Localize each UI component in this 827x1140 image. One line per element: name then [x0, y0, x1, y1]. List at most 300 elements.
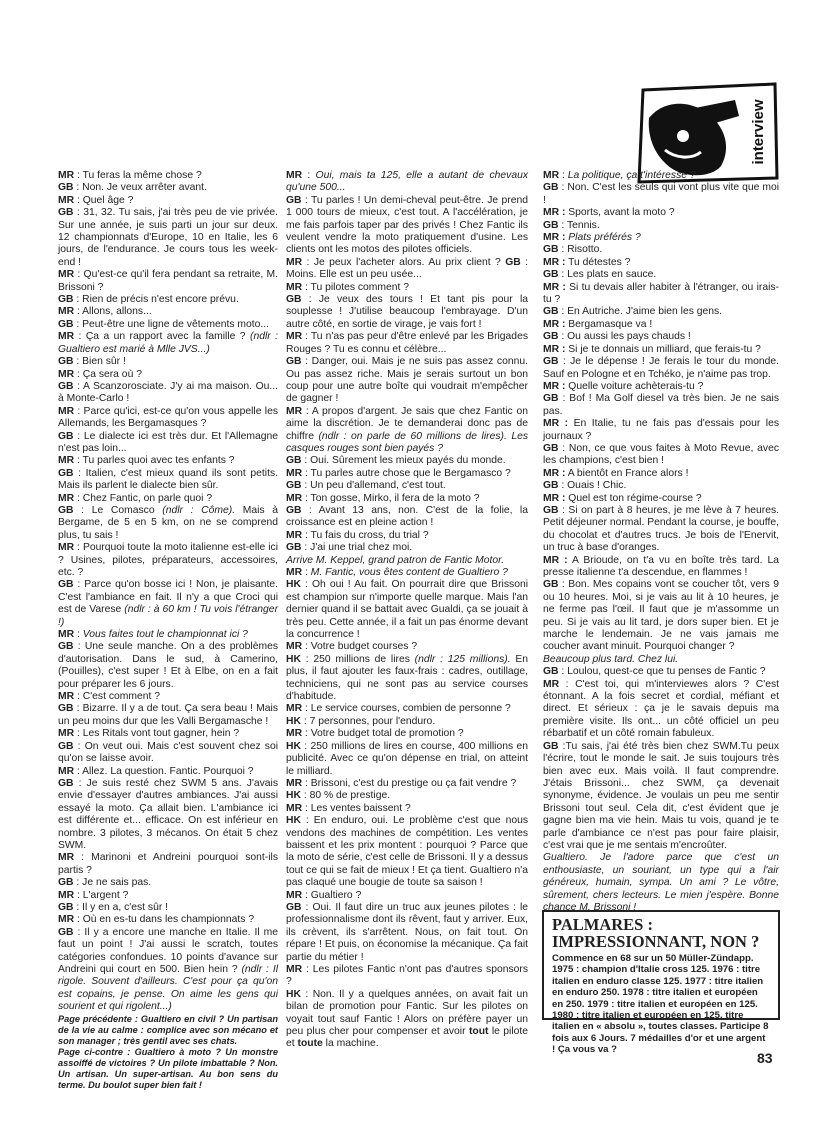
dialogue-line	[543, 282, 779, 307]
dialogue-line: MR : Je peux l'acheter alors. Au prix client ? GB : Moins. Elle est un peu usée...	[286, 256, 529, 281]
speaker: GB	[58, 579, 74, 591]
speaker: GB	[543, 182, 559, 194]
dialogue-line: MR : Tu parles quoi avec tes enfants ?	[58, 455, 235, 467]
dialogue-line: HK : 250 millions de lires (ndlr : 125 millions). En plus, il faut ajouter les faux-frais : cadres, outillage, techniciens, qui ne sont pas au service courses d'habitude.	[286, 653, 528, 703]
line-note: (ndlr : Côme).	[162, 504, 236, 516]
dialogue-line: MR : Les ventes baissent ?	[286, 802, 411, 814]
dialogue-line: MR : Tu parles autre chose que le Bergamasco ?	[286, 467, 511, 479]
line-text: Bizarre. Il y a de tout. Ça sera beau ! Mais un peu moins dur que les Valli Bergamasche !	[58, 703, 278, 727]
speaker: HK	[286, 988, 301, 1000]
line-note: M. Fantic, vous êtes content de Gualtiero ?	[310, 567, 508, 578]
speaker: MR :	[543, 281, 566, 293]
dialogue-line: MR : C'est toi, qui m'interviewes alors ? C'est étonnant. A la fois secret et cordial, méfiant et direct. Et sérieux : ça je le savais depuis ma première visite. Ils ont... un côté officiel un peu rébarbatif et un côté romain fabuleux.	[543, 678, 779, 740]
line-text: Les Ritals vont tout gagner, hein ?	[82, 728, 240, 740]
line-text: Chez Fantic, on parle quoi ?	[82, 492, 213, 504]
line-text: En Italie, tu ne fais pas d'essais pour les journaux ?	[543, 418, 780, 442]
dialogue-line	[543, 207, 779, 219]
line-text: Non. C'est les seuls qui vont plus vite que moi !	[543, 182, 779, 206]
dialogue-line: GB : Danger, oui. Mais je ne suis pas assez connu. Ou pas assez riche. Mais je serais surtout un bon coup pour une autre boîte qui voudrait m'empêcher de gagner !	[286, 356, 528, 405]
speaker: MR	[58, 542, 75, 554]
dialogue-line: MR : Vous faites tout le championnat ici ?	[58, 629, 248, 641]
speaker: MR	[286, 641, 303, 653]
speaker: MR	[543, 678, 560, 690]
line-note: Oui, mais ta 125, elle a autant de chevaux qu'une 500...	[286, 170, 528, 194]
speaker: GB	[286, 455, 302, 467]
line-text: Tu parles ! Un demi-cheval peut-être. Je prend 1 000 tours de mieux, c'est tout. A l'accélération, je me fais parfois taper par des privés ! Chez Fantic ils veulent vendre la moto pratiquement d'usine. Les clients ont les motos des pilotes officiels.	[286, 194, 528, 256]
line-text: Oui. Il faut dire un truc aux jeunes pilotes : le professionnalisme dont ils rêvent, faut y arriver. Eux, ils crèvent, ils s'arrêtent. Nous, on fait tout. On répare ! Et puis, on économise la mécanique. Ça fait partie du métier !	[286, 901, 528, 963]
speaker: MR	[58, 852, 75, 864]
speaker: GB	[58, 294, 74, 306]
dialogue-line: GB : Une seule manche. On a des problèmes d'autorisation. Dans le sud, à Camerino, (Pouilles), c'est super ! Et à Elbe, on en a fait pour préparer les 6 jours.	[58, 641, 278, 690]
speaker: MR	[58, 306, 75, 318]
line-text: Ton gosse, Mirko, il fera de la moto ?	[310, 492, 480, 504]
speaker: GB	[543, 442, 559, 454]
speaker: MR	[58, 405, 75, 417]
dialogue-line: GB : Un peu d'allemand, c'est tout.	[286, 480, 446, 492]
line-text: Un peu d'allemand, c'est tout.	[310, 480, 446, 492]
dialogue-line: HK : 80 % de prestige.	[286, 790, 391, 802]
speaker: GB	[543, 306, 559, 318]
speaker: MR	[286, 281, 303, 293]
speaker: MR :	[543, 492, 566, 504]
speaker: MR	[286, 889, 303, 901]
speaker: MR	[286, 256, 303, 268]
speaker: MR	[58, 368, 75, 380]
speaker: GB	[58, 356, 74, 368]
line-text: la machine.	[325, 1038, 379, 1050]
line-text: 7 personnes, pour l'enduro.	[309, 715, 436, 727]
dialogue-line: GB : Je le dépense ! Je ferais le tour du monde. Sauf en Pologne et en Tchéko, je n'aime pas trop.	[543, 356, 779, 380]
line-note: (ndlr : Gualtiero est marié à Mlle JVS...)	[58, 331, 279, 355]
speaker: GB	[543, 480, 559, 492]
dialogue-line: MR : Brissoni, c'est du prestige ou ça fait vendre ?	[286, 777, 517, 789]
dialogue-line: GB : Bof ! Ma Golf diesel va très bien. Je ne sais pas.	[543, 393, 779, 417]
dialogue-line	[543, 319, 779, 331]
speaker: GB	[543, 269, 559, 281]
line-text: Bon. Mes copains vont se coucher tôt, vers 9 ou 10 heures. Moi, si je vais au lit à 10 heures, je ne ferme pas l'œil. Il faut que je m'assomme un peu. Si je vais au lit tard, je dors super bien. Et je marche le lendemain. Je ne vais jamais me coucher avant minuit. Pourquoi changer ?	[543, 579, 780, 653]
line-text: 250 millions de lires en course, 400 millions en publicité. Avec ce qu'on dépense en trial, on atteint le milliard.	[286, 740, 528, 777]
speaker: HK	[286, 815, 301, 827]
speaker: MR :	[543, 380, 566, 392]
speaker: HK	[286, 715, 301, 727]
dialogue-line: MR : Parce qu'ici, est-ce qu'on vous appelle les Allemands, les Bergamasques ?	[58, 405, 278, 430]
line-text: Tu fais du cross, du trial ?	[310, 529, 429, 541]
speaker: GB	[58, 641, 74, 653]
speaker: MR	[58, 455, 75, 467]
line-text: C'est comment ?	[82, 691, 160, 703]
dialogue-line: HK : Oh oui ! Au fait. On pourrait dire que Brissoni est champion sur n'importe quelle marque. Mais l'an dernier quand il se battait avec Gualdi, ça se jouait à très peu. Cette année, il a fait un pas énorme devant la concurrence !	[286, 579, 528, 641]
dialogue-line	[543, 344, 779, 356]
dialogue-line: GB : Peut-être une ligne de vêtements moto...	[58, 318, 270, 330]
line-text: On veut oui. Mais c'est souvent chez soi qu'on se laisse avoir.	[58, 740, 279, 765]
speaker: MR	[286, 802, 303, 814]
dialogue-line: GB : Tennis.	[543, 219, 600, 231]
line-text: Quel âge ?	[82, 194, 134, 206]
dialogue-line: GB : Ouais ! Chic.	[543, 480, 627, 492]
line-text: Si tu devais aller habiter à l'étranger, ou irais-tu ?	[543, 281, 779, 306]
speaker: MR	[286, 331, 303, 343]
speaker: GB	[286, 504, 302, 516]
speaker: MR :	[543, 207, 566, 219]
page-number: 83	[757, 1050, 773, 1066]
line-text: Tennis.	[566, 219, 600, 231]
line-text: Mais à Bergame, de 5 en 5 km, on ne se comprend plus, tu sais !	[58, 504, 279, 541]
line-text: L'argent ?	[82, 889, 129, 901]
speaker: GB	[58, 777, 74, 789]
dialogue-line: MR : Marinoni et Andreini pourquoi sont-ils partis ?	[58, 852, 278, 876]
dialogue-line: MR : Oui, mais ta 125, elle a autant de chevaux qu'une 500...	[286, 170, 528, 194]
column-1	[58, 170, 278, 1091]
narration-text: Beaucoup plus tard. Chez lui.	[543, 653, 679, 665]
palmares-body: Commence en 68 sur un 50 Müller-Zündapp. 1975 : champion d'Italie cross 125. 1976 : titre italien en enduro classe 125. 1977 : titre italien en enduro 250. 1978 : titre italien et européen en 250. 1979 : titre italien et européen en 125. 1980 : titre italien et européen en 125, titre italien en « absolu », toutes classes. Participe 8 fois aux 6 Jours. 7 médailles d'or et une argent ! Ça vous va ?	[552, 953, 769, 1056]
line-text: Peut-être une ligne de vêtements moto...	[82, 318, 270, 330]
line-text: 250 millions de lires	[313, 653, 410, 665]
palmares-title: PALMARES : IMPRESSIONNANT, NON ?	[552, 915, 760, 951]
speaker: MR :	[543, 467, 566, 479]
line-text: Parce qu'on bosse ici ! Non, je plaisante. C'est l'ambiance en fait. Il n'y a que Croci qui est de Varese	[58, 579, 279, 616]
dialogue-line: GB : Oui. Il faut dire un truc aux jeunes pilotes : le professionnalisme dont ils rêvent, faut y arriver. Eux, ils crèvent, ils s'arrêtent. Nous, on fait tout. On répare ! Et puis, on économise la mécanique. Ça fait partie du métier !	[286, 901, 528, 963]
dialogue-line: MR : Les pilotes Fantic n'ont pas d'autres sponsors ?	[286, 964, 528, 988]
dialogue-line	[543, 555, 779, 580]
line-text: Les plats en sauce.	[567, 269, 657, 281]
speaker: MR	[286, 777, 303, 789]
palmares-box	[542, 910, 780, 1056]
line-text: Ça a un rapport avec la famille ?	[85, 331, 246, 343]
speaker: GB	[543, 666, 559, 678]
line-text: Qu'est-ce qu'il fera pendant sa retraite, M. Brissoni ?	[58, 269, 278, 293]
dialogue-line: GB : Le dialecte ici est très dur. Et l'Allemagne n'est pas loin...	[58, 430, 278, 454]
dialogue-line: GB : Risotto.	[543, 244, 603, 256]
dialogue-line: MR : L'argent ?	[58, 889, 129, 901]
speaker: GB	[543, 356, 559, 368]
line-text: Tu n'as pas peur d'être enlevé par les Brigades Rouges ? Tu es connu et célèbre...	[286, 331, 528, 355]
speaker: GB	[286, 901, 302, 913]
dialogue-line: GB : 31, 32. Tu sais, j'ai très peu de vie privée. Sur une année, je suis parti un jour sur deux. 12 championnats d'Europe, 10 en Italie, les 6 jours, de l'endurance. Je cours tous les week-end !	[58, 207, 278, 268]
speaker: MR :	[543, 554, 568, 566]
dialogue-line: GB : Les plats en sauce.	[543, 269, 657, 281]
dialogue-line: MR : Tu pilotes comment ?	[286, 281, 410, 293]
dialogue-line: GB : Italien, c'est mieux quand ils sont petits. Mais ils parlent le dialecte bien sûr.	[58, 467, 279, 492]
speaker: MR	[58, 331, 75, 343]
line-text: Non. Je veux arrêter avant.	[82, 182, 207, 194]
line-text: Je le dépense ! Je ferais le tour du monde. Sauf en Pologne et en Tchéko, je n'aime pas trop.	[543, 356, 779, 380]
speaker: MR	[58, 691, 75, 703]
line-note: (ndlr : Il rigole. Souvent d'ailleurs. C'est pour ça qu'on est copains, je pense. On aime les gens qui sourient et qui rigolent...)	[58, 964, 278, 1013]
speaker: GB	[286, 542, 302, 554]
speaker: GB	[505, 256, 521, 268]
line-text: Je veux des tours ! Et tant pis pour la souplesse ! J'utilise beaucoup l'embrayage. D'un autre côté, en sortie de virage, je vais fort !	[286, 294, 529, 330]
line-text: Tu sais, j'ai été très bien chez SWM.Tu peux l'écrire, tout le monde le sait. Je suis toujours très bien avec eux. Mais voilà. Il faut comprendre. J'étais Brissoni... chez SWM, ça devenait synonyme, évidence. Je voulais un peu me sentir Brissoni tout seul. Cela dit, c'est évident que je gagne bien ma vie hein. Mais tu vois, quand je te parle d'ambiance ce n'est pas pour faire plaisir, c'est vrai que je me sentais m'encroûter.	[543, 740, 779, 851]
dialogue-line: GB : Parce qu'on bosse ici ! Non, je plaisante. C'est l'ambiance en fait. Il n'y a que Croci qui est de Varese (ndlr : à 60 km ! Tu vois l'étranger !)	[58, 579, 279, 628]
speaker: GB	[58, 182, 74, 194]
line-text: En plus, il faut ajouter les faux-frais : cadres, outillage, techniciens, qui ne sont pas au service courses d'habitude.	[286, 653, 528, 703]
line-text: Non, ce que vous faites à Moto Revue, avec les champions, c'est bien !	[543, 442, 780, 467]
line-text: Votre budget total de promotion ?	[310, 728, 464, 740]
line-text: Je peux l'acheter alors. Au prix client ?	[313, 256, 501, 268]
line-text: Bergamasque va !	[568, 318, 653, 330]
speaker: GB	[58, 467, 74, 479]
dialogue-line: HK : Non. Il y a quelques années, on avait fait un bilan de promotion pour Fantic. Sur les pilotes on voyait tout sauf Fantic ! Alors on préfère payer un peu plus cher pour compenser et avoir tout le pilote et toute la machine.	[286, 988, 529, 1050]
line-text: le pilote et	[286, 1026, 529, 1050]
speaker: MR	[286, 964, 303, 975]
speaker: MR	[286, 405, 303, 417]
speaker: GB	[58, 318, 74, 330]
speaker: MR :	[543, 418, 569, 430]
speaker: GB	[543, 219, 559, 231]
line-text: Pourquoi toute la moto italienne est-elle ici ? Usines, pilotes, préparateurs, accessoires, etc. ?	[58, 542, 278, 578]
dialogue-line	[286, 555, 528, 567]
interview-label: interview	[750, 99, 767, 165]
dialogue-line: MR : Les Ritals vont tout gagner, hein ?	[58, 728, 240, 740]
dialogue-line: MR : Ton gosse, Mirko, il fera de la moto ?	[286, 492, 480, 504]
line-text: Sports, avant la moto ?	[568, 207, 675, 219]
dialogue-line: MR : Qu'est-ce qu'il fera pendant sa retraite, M. Brissoni ?	[58, 269, 278, 293]
line-text: Oh oui ! Au fait. On pourrait dire que Brissoni est champion sur n'importe quelle marque. Mais l'an dernier quand il se battait avec Gualdi, ça se jouait à très peu. Cette année, il a fait un pas énorme devant la concurrence !	[286, 579, 528, 641]
line-text: Loulou, quest-ce que tu penses de Fantic ?	[567, 666, 766, 678]
line-text: Ça sera où ?	[82, 368, 142, 380]
dialogue-line: MR : Quel âge ?	[58, 194, 134, 206]
dialogue-line: MR : Tu feras la même chose ?	[58, 170, 202, 181]
line-text: A bientôt en France alors !	[567, 467, 689, 479]
dialogue-line: GB : Bizarre. Il y a de tout. Ça sera beau ! Mais un peu moins dur que les Valli Bergamasche !	[58, 703, 278, 727]
line-note: (ndlr : 125 millions).	[414, 653, 511, 665]
line-emph: tout	[468, 1026, 489, 1038]
speaker: MR	[286, 728, 303, 740]
speaker: HK	[286, 740, 301, 752]
line-text: Quelle voiture achèterais-tu ?	[568, 380, 704, 392]
line-text: Bof ! Ma Golf diesel va très bien. Je ne sais pas.	[543, 393, 779, 417]
line-text: Les pilotes Fantic n'ont pas d'autres sponsors ?	[286, 964, 528, 988]
dialogue-line: GB : En Autriche. J'aime bien les gens.	[543, 306, 723, 318]
line-text: Où en es-tu dans les championnats ?	[82, 914, 255, 926]
speaker: MR	[58, 889, 75, 901]
line-note: (ndlr : on parle de 60 millions de lires). Les casques rouges sont bien payés ?	[286, 430, 528, 454]
column-3	[543, 170, 779, 914]
line-text: Moins. Elle est un peu usée...	[286, 269, 422, 281]
speaker: MR	[543, 170, 560, 181]
line-text: 80 % de prestige.	[309, 790, 391, 802]
line-text: Je ne sais pas.	[82, 877, 152, 889]
line-text: Le Comasco	[91, 504, 155, 516]
dialogue-line: MR : C'est comment ?	[58, 691, 160, 703]
speaker: HK	[286, 790, 301, 802]
dialogue-line: MR : Le service courses, combien de personne ?	[286, 703, 511, 715]
speaker: MR	[58, 194, 75, 206]
dialogue-line: MR : Votre budget courses ?	[286, 641, 418, 653]
dialogue-line: MR : Tu n'as pas peur d'être enlevé par les Brigades Rouges ? Tu es connu et célèbre...	[286, 331, 528, 355]
speaker: GB	[543, 579, 559, 591]
speaker: GB	[543, 331, 559, 343]
speaker: MR :	[543, 318, 566, 330]
line-text: Votre budget courses ?	[310, 641, 418, 653]
line-text: Non. Il y a quelques années, on avait fait un bilan de promotion pour Fantic. Sur les pilotes on voyait tout sauf Fantic ! Alors on préfère payer un peu plus cher pour compenser et avoir	[286, 988, 529, 1038]
speaker: GB	[543, 504, 559, 516]
dialogue-line	[543, 381, 779, 393]
speaker: MR	[58, 629, 75, 641]
dialogue-line: GB :Tu sais, j'ai été très bien chez SWM.Tu peux l'écrire, tout le monde le sait. Je suis toujours très bien avec eux. Mais voilà. Il faut comprendre. J'étais Brissoni... chez SWM, ça devenait synonyme, évidence. Je voulais un peu me sentir Brissoni tout seul. Cela dit, c'est évident que je gagne bien ma vie hein. Mais tu vois, quand je te parle d'ambiance ce n'est pas pour faire plaisir, c'est vrai que je me sentais m'encroûter.	[543, 740, 779, 851]
dialogue-line: GB : Loulou, quest-ce que tu penses de Fantic ?	[543, 666, 766, 678]
dialogue-line: MR : Allons, allons...	[58, 306, 152, 318]
line-text: 31, 32. Tu sais, j'ai très peu de vie privée. Sur une année, je suis parti un jour sur deux. 12 championnats d'Europe, 10 en Italie, les 6 jours, de l'endurance. Je cours tous les week-end !	[58, 207, 278, 268]
narration	[543, 654, 779, 666]
dialogue-line: GB : J'ai une trial chez moi.	[286, 542, 413, 554]
dialogue-line: GB : A Scanzorosciate. J'y ai ma maison. Ou... à Monte-Carlo !	[58, 380, 278, 405]
dialogue-line: MR : Tu fais du cross, du trial ?	[286, 529, 429, 541]
dialogue-line: MR : Allez. La question. Fantic. Pourquoi ?	[58, 765, 254, 777]
line-note: (ndlr : à 60 km ! Tu vois l'étranger !)	[58, 604, 279, 628]
line-text: En Autriche. J'aime bien les gens.	[567, 306, 723, 318]
line-text: En enduro, oui. Le problème c'est que nous vendons des machines de compétition. Les ventes baissent et les prix montent : pourquoi ? Parce que la moto de série, c'est celle de Brissoni. Il y a dessus tout ce qui se fait de mieux ! Et ça tient. Gualtiero n'a pas claqué une bougie de toute sa saison !	[286, 815, 528, 889]
speaker: GB	[58, 703, 74, 715]
speaker: MR	[58, 728, 75, 740]
speaker: MR	[58, 170, 75, 181]
line-text: Rien de précis n'est encore prévu.	[82, 294, 239, 306]
photo-caption: Page précédente : Gualtiero en civil ? Un partisan de la vie au calme : complice avec son mécano et son manager ; très gentil avec ses chats.	[58, 1013, 278, 1046]
speaker: MR	[286, 170, 303, 181]
dialogue-line: MR : A propos d'argent. Je sais que chez Fantic on aime la discrétion. Je te demanderai donc pas de chiffre (ndlr : on parle de 60 millions de lires). Les casques rouges sont bien payés ?	[286, 405, 528, 454]
line-text: Tu parles autre chose que le Bergamasco ?	[310, 467, 511, 479]
line-text: Parce qu'ici, est-ce qu'on vous appelle les Allemands, les Bergamasques ?	[58, 405, 278, 430]
speaker: MR :	[543, 232, 566, 244]
speaker: MR	[58, 765, 75, 777]
dialogue-line: MR : Ça sera où ?	[58, 368, 142, 380]
line-note: Plats préférés ?	[568, 232, 641, 244]
line-text: Le dialecte ici est très dur. Et l'Allemagne n'est pas loin...	[58, 430, 278, 454]
speaker: GB	[58, 207, 74, 219]
line-text: Brissoni, c'est du prestige ou ça fait vendre ?	[310, 777, 517, 789]
line-text: Quel est ton régime-course ?	[568, 492, 702, 504]
line-note: La politique, ça t'intéresse ?	[567, 170, 696, 181]
dialogue-line: MR : Où en es-tu dans les championnats ?	[58, 914, 255, 926]
speaker: MR	[286, 467, 303, 479]
line-text: Danger, oui. Mais je ne suis pas assez connu. Ou pas assez riche. Mais je serais surtout un bon coup pour une autre boîte qui voudrait m'empêcher de gagner !	[286, 356, 528, 405]
dialogue-line	[543, 468, 779, 480]
dialogue-line: HK : En enduro, oui. Le problème c'est que nous vendons des machines de compétition. Les ventes baissent et les prix montent : pourquoi ? Parce que la moto de série, c'est celle de Brissoni. Il y a dessus tout ce qui se fait de mieux ! Et ça tient. Gualtiero n'a pas claqué une bougie de toute sa saison !	[286, 815, 528, 889]
dialogue-line: GB : Bien sûr !	[58, 356, 126, 368]
speaker: MR	[58, 914, 75, 926]
line-text: Ouais ! Chic.	[567, 480, 627, 492]
dialogue-line: GB : Rien de précis n'est encore prévu.	[58, 294, 239, 306]
dialogue-line: GB : Je ne sais pas.	[58, 877, 152, 889]
speaker: GB	[58, 380, 74, 392]
speaker: GB	[543, 244, 559, 256]
line-text: Ou aussi les pays chauds !	[567, 331, 691, 343]
line-text: A Brioude, on t'a vu en boîte très tard. La presse italienne t'a descendue, en flammes !	[543, 554, 779, 578]
speaker: GB	[58, 877, 74, 889]
line-text: Gualtiero ?	[310, 889, 362, 901]
dialogue-line: GB : Tu parles ! Un demi-cheval peut-être. Je prend 1 000 tours de mieux, c'est tout. A l'accélération, je me fais parfois taper par des privés ! Chez Fantic ils veulent vendre la moto pratiquement d'usine. Les clients ont les motos des pilotes officiels.	[286, 194, 528, 256]
speaker: GB	[58, 926, 74, 938]
line-text: Tu feras la même chose ?	[82, 170, 202, 181]
line-emph: toute	[297, 1038, 323, 1050]
dialogue-line: MR : Chez Fantic, on parle quoi ?	[58, 492, 213, 504]
speaker: HK	[286, 579, 301, 591]
line-text: Le service courses, combien de personne ?	[310, 703, 511, 715]
speaker: HK	[286, 653, 301, 665]
narration-text: Gualtiero. Je l'adore parce que c'est un enthousiaste, un souriant, un type qui a l'air généreux, humain, sympa. Un ami ? Le vôtre, sûrement, chers lecteurs. Le mien j'espère. Bonne chance M. Brissoni !	[543, 852, 779, 913]
line-text: Oui. Sûrement les mieux payés du monde.	[310, 455, 506, 467]
dialogue-line: GB : Le Comasco (ndlr : Côme). Mais à Bergame, de 5 en 5 km, on ne se comprend plus, tu sais !	[58, 504, 279, 541]
dialogue-line: GB : On veut oui. Mais c'est souvent chez soi qu'on se laisse avoir.	[58, 740, 279, 765]
line-text: Je suis resté chez SWM 5 ans. J'avais envie d'essayer d'autres ambiances. J'ai aussi essayé la moto. Ça allait bien. L'ambiance ici est différente et... efficace. On est inférieur en nombre. 3 pilotes, 3 mécanos. On était 5 chez SWM.	[58, 777, 278, 851]
speaker: GB	[286, 194, 302, 206]
dialogue-line: GB : Non. C'est les seuls qui vont plus vite que moi !	[543, 182, 779, 206]
dialogue-line: GB : Non. Je veux arrêter avant.	[58, 182, 207, 194]
dialogue-line	[543, 257, 779, 269]
dialogue-line: GB : Bon. Mes copains vont se coucher tôt, vers 9 ou 10 heures. Moi, si je vais au lit à 10 heures, je ne ferme pas l'œil. Il faut que je m'assomme un peu. Si je vais au lit tard, je dors super bien. Et je marche le lendemain. Je ne vais jamais me coucher avant minuit. Pourquoi changer ?	[543, 579, 780, 653]
dialogue-line	[543, 418, 779, 443]
speaker: GB	[58, 504, 74, 516]
line-text: Allons, allons...	[82, 306, 152, 318]
dialogue-line: MR : M. Fantic, vous êtes content de Gualtiero ?	[286, 567, 508, 578]
dialogue-line: GB : Il y en a, c'est sûr !	[58, 901, 169, 913]
speaker: MR	[58, 269, 75, 281]
dialogue-line: MR : Gualtiero ?	[286, 889, 362, 901]
line-text: J'ai une trial chez moi.	[310, 542, 413, 554]
speaker: GB	[286, 294, 302, 306]
line-note: Arrive M. Keppel, grand patron de Fantic Motor.	[286, 554, 505, 566]
column-2	[286, 170, 528, 1051]
dialogue-line: GB : Oui. Sûrement les mieux payés du monde.	[286, 455, 506, 467]
dialogue-line	[543, 232, 779, 244]
speaker: MR	[58, 492, 75, 504]
speaker: GB	[286, 480, 302, 492]
dialogue-line: GB : Je veux des tours ! Et tant pis pour la souplesse ! J'utilise beaucoup l'embrayage. D'un autre côté, en sortie de virage, je vais fort !	[286, 294, 529, 330]
line-text: Si je te donnais un milliard, que ferais-tu ?	[568, 343, 761, 355]
line-text: Si on part à 8 heures, je me lève à 7 heures. Petit déjeuner normal. Pendant la course, je bouffe, du chocolat et d'autres trucs. Je bois de l'Enervit, un truc à base d'oranges.	[543, 504, 780, 554]
dialogue-line: GB : Non, ce que vous faites à Moto Revue, avec les champions, c'est bien !	[543, 442, 780, 467]
photo-caption: Page ci-contre : Gualtiero à moto ? Un monstre assoiffé de victoires ? Un pilote imbattable ? Non. Un artisan. Un super-artisan. Au bon sens du terme. Du boulot super bien fait !	[58, 1046, 278, 1090]
line-text: Italien, c'est mieux quand ils sont petits. Mais ils parlent le dialecte bien sûr.	[58, 467, 279, 492]
dialogue-line: GB : Ou aussi les pays chauds !	[543, 331, 691, 343]
dialogue-line: MR : Ça a un rapport avec la famille ? (ndlr : Gualtiero est marié à Mlle JVS...)	[58, 331, 279, 355]
line-text: C'est toi, qui m'interviewes alors ? C'est étonnant. A la fois secret et cordial, méfiant et direct. Et sérieux : ça je le savais depuis ma première visite. Ils ont... un côté officiel un peu rébarbatif et un côté romain fabuleux.	[543, 678, 779, 740]
line-text: Avant 13 ans, non. C'est de la folie, la croissance est en pleine action !	[286, 504, 528, 529]
speaker: GB	[58, 430, 74, 442]
line-text: Il y a encore une manche en Italie. Il me faut un point ! J'ai aussi le scratch, toutes catégories confondues. 10 points d'avance sur Andreini qui court en 500. Bien hein ?	[58, 926, 278, 975]
speaker: MR	[286, 703, 303, 715]
speaker: MR	[286, 529, 303, 541]
speaker: GB	[286, 356, 302, 368]
line-text: Tu détestes ?	[568, 256, 631, 268]
line-text: Il y en a, c'est sûr !	[82, 901, 169, 913]
speaker: MR :	[543, 343, 566, 355]
line-text: Une seule manche. On a des problèmes d'autorisation. Dans le sud, à Camerino, (Pouilles), c'est super ! Et à Elbe, on en a fait pour préparer les 6 jours.	[58, 641, 278, 690]
dialogue-line: HK : 7 personnes, pour l'enduro.	[286, 715, 436, 727]
speaker: MR :	[543, 256, 566, 268]
dialogue-line: GB : Je suis resté chez SWM 5 ans. J'avais envie d'essayer d'autres ambiances. J'ai aussi essayé la moto. Ça allait bien. L'ambiance ici est différente et... efficace. On est inférieur en nombre. 3 pilotes, 3 mécanos. On était 5 chez SWM.	[58, 777, 278, 851]
speaker: GB	[58, 901, 74, 913]
dialogue-line: MR : Pourquoi toute la moto italienne est-elle ici ? Usines, pilotes, préparateurs, accessoires, etc. ?	[58, 542, 278, 578]
dialogue-line: GB : Avant 13 ans, non. C'est de la folie, la croissance est en pleine action !	[286, 504, 528, 529]
narration	[543, 852, 779, 914]
line-text: Bien sûr !	[82, 356, 126, 368]
dialogue-line: HK : 250 millions de lires en course, 400 millions en publicité. Avec ce qu'on dépense en trial, on atteint le milliard.	[286, 740, 528, 777]
dialogue-line: MR : Votre budget total de promotion ?	[286, 728, 464, 740]
speaker: GB	[543, 740, 559, 752]
line-text: Risotto.	[567, 244, 603, 256]
line-text: Tu pilotes comment ?	[310, 281, 410, 293]
line-text: A propos d'argent. Je sais que chez Fantic on aime la discrétion. Je te demanderai donc pas de chiffre	[286, 405, 528, 442]
line-text: Tu parles quoi avec tes enfants ?	[82, 455, 235, 467]
speaker: GB	[58, 740, 74, 752]
speaker: MR	[286, 492, 303, 504]
line-text: Marinoni et Andreini pourquoi sont-ils partis ?	[58, 852, 278, 876]
speaker: GB	[543, 393, 559, 405]
line-text: A Scanzorosciate. J'y ai ma maison. Ou... à Monte-Carlo !	[58, 380, 278, 405]
line-text: Les ventes baissent ?	[310, 802, 411, 814]
dialogue-line	[543, 493, 779, 505]
